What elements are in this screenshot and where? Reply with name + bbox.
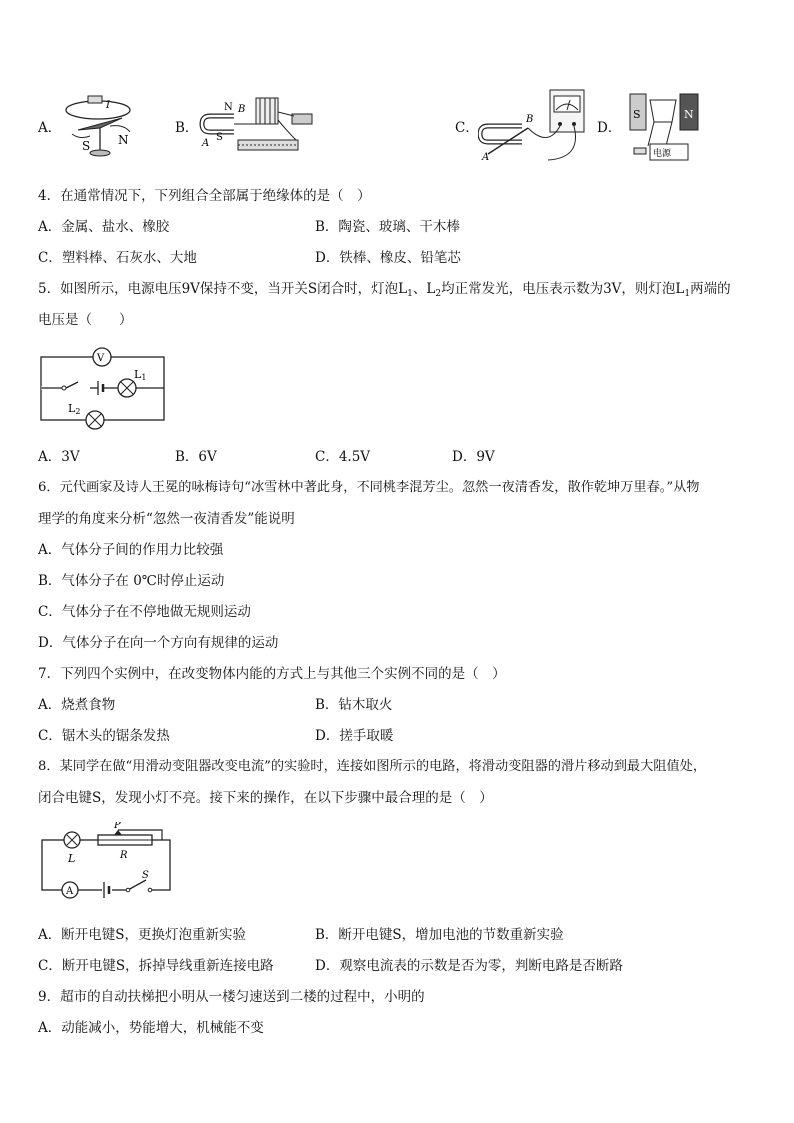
q4-stem: 4．在通常情况下，下列组合全部属于绝缘体的是（ ） [38, 188, 371, 204]
q8-stem-line2: 闭合电键S，发现小灯不亮。接下来的操作，在以下步骤中最合理的是（ ） [38, 790, 493, 806]
q5-stem-line2: 电压是（ ） [38, 312, 133, 328]
q5-voltmeter-label: V [97, 353, 105, 364]
q7-stem: 7．下列四个实例中，在改变物体内能的方式上与其他三个实例不同的是（ ） [38, 666, 506, 682]
q5-stem-line1: 5．如图所示，电源电压9V保持不变，当开关S闭合时，灯泡$L_1$、$L_2$均正常发光，电压表示数为3V，则灯泡$L_1$两端的 [38, 281, 731, 299]
q3-option-d-label: D． [597, 120, 622, 136]
q3-option-a-label: A． [38, 120, 62, 136]
q3b-n-label: N [224, 102, 233, 113]
q5-circuit-diagram [38, 342, 168, 434]
q8-option-b: B．断开电键S，增加电池的节数重新实验 [315, 927, 564, 943]
q4-option-c: C．塑料棒、石灰水、大地 [38, 250, 197, 266]
q3d-s-label: S [633, 108, 641, 121]
q3-option-c-label: C． [455, 120, 479, 136]
q8-option-a: A．断开电键S，更换灯泡重新实验 [38, 927, 246, 943]
q3b-a-label: A [202, 138, 210, 149]
q8-option-d: D．观察电流表的示数是否为零，判断电路是否断路 [315, 958, 623, 974]
q7-option-d: D．搓手取暖 [315, 728, 394, 744]
q8-ammeter-label: A [66, 886, 74, 897]
q3-figure-c [478, 88, 588, 166]
q4-option-b: B．陶瓷、玻璃、干木棒 [315, 219, 460, 235]
q8-r-label: R [120, 850, 128, 861]
q8-p-label: P [114, 822, 121, 831]
q4-option-d: D．铁棒、橡皮、铅笔芯 [315, 250, 461, 266]
q6-stem-line2: 理学的角度来分析“忽然一夜清香发”能说明 [38, 511, 295, 527]
q3a-s-label: S [82, 139, 91, 153]
q3-figure-a [60, 88, 140, 160]
q8-circuit-diagram [38, 822, 178, 902]
q3a-current-label: I [106, 100, 110, 111]
q3c-b-label: B [526, 114, 534, 125]
q9-option-a: A．动能减小，势能增大，机械能不变 [38, 1020, 264, 1036]
q8-l-label: L [68, 852, 76, 865]
q6-option-b: B．气体分子在 0℃时停止运动 [38, 573, 225, 589]
q7-option-a: A．烧煮食物 [38, 697, 116, 713]
q3b-s-label: S [216, 132, 223, 143]
q7-option-b: B．钻木取火 [315, 697, 393, 713]
q5-option-d: D．9V [452, 449, 495, 465]
q7-option-c: C．锯木头的锯条发热 [38, 728, 170, 744]
q6-option-c: C．气体分子在不停地做无规则运动 [38, 604, 251, 620]
q3-figure-b [198, 92, 320, 166]
q6-option-a: A．气体分子间的作用力比较强 [38, 542, 224, 558]
q8-option-c: C．断开电键S，拆掉导线重新连接电路 [38, 958, 274, 974]
q3b-b-label: B [238, 104, 246, 115]
q5-option-c: C．4.5V [315, 449, 371, 465]
q3d-power-label: 电源 [653, 149, 672, 159]
q3c-a-label: A [482, 152, 490, 163]
q5-l2-label: L2 [68, 402, 81, 416]
q8-stem-line1: 8．某同学在做“用滑动变阻器改变电流”的实验时，连接如图所示的电路，将滑动变阻器的滑片移动到最大阻值处， [38, 759, 707, 774]
q6-stem-line1: 6．元代画家及诗人王冕的咏梅诗句“冰雪林中著此身，不同桃李混芳尘。忽然一夜清香发，散作乾坤万里春。”从物 [38, 480, 700, 495]
q4-option-a: A．金属、盐水、橡胶 [38, 219, 170, 235]
q9-stem: 9．超市的自动扶梯把小明从一楼匀速送到二楼的过程中，小明的 [38, 989, 425, 1005]
q6-option-d: D．气体分子在向一个方向有规律的运动 [38, 635, 279, 651]
q5-l1-label: L1 [134, 368, 147, 382]
q5-option-a: A．3V [38, 449, 80, 465]
q3a-n-label: N [118, 133, 129, 147]
q3-option-b-label: B． [175, 120, 199, 136]
q8-s-label: S [142, 870, 149, 881]
q3-figure-d [620, 86, 710, 166]
q3d-n-label: N [684, 108, 694, 121]
q5-option-b: B．6V [175, 449, 217, 465]
